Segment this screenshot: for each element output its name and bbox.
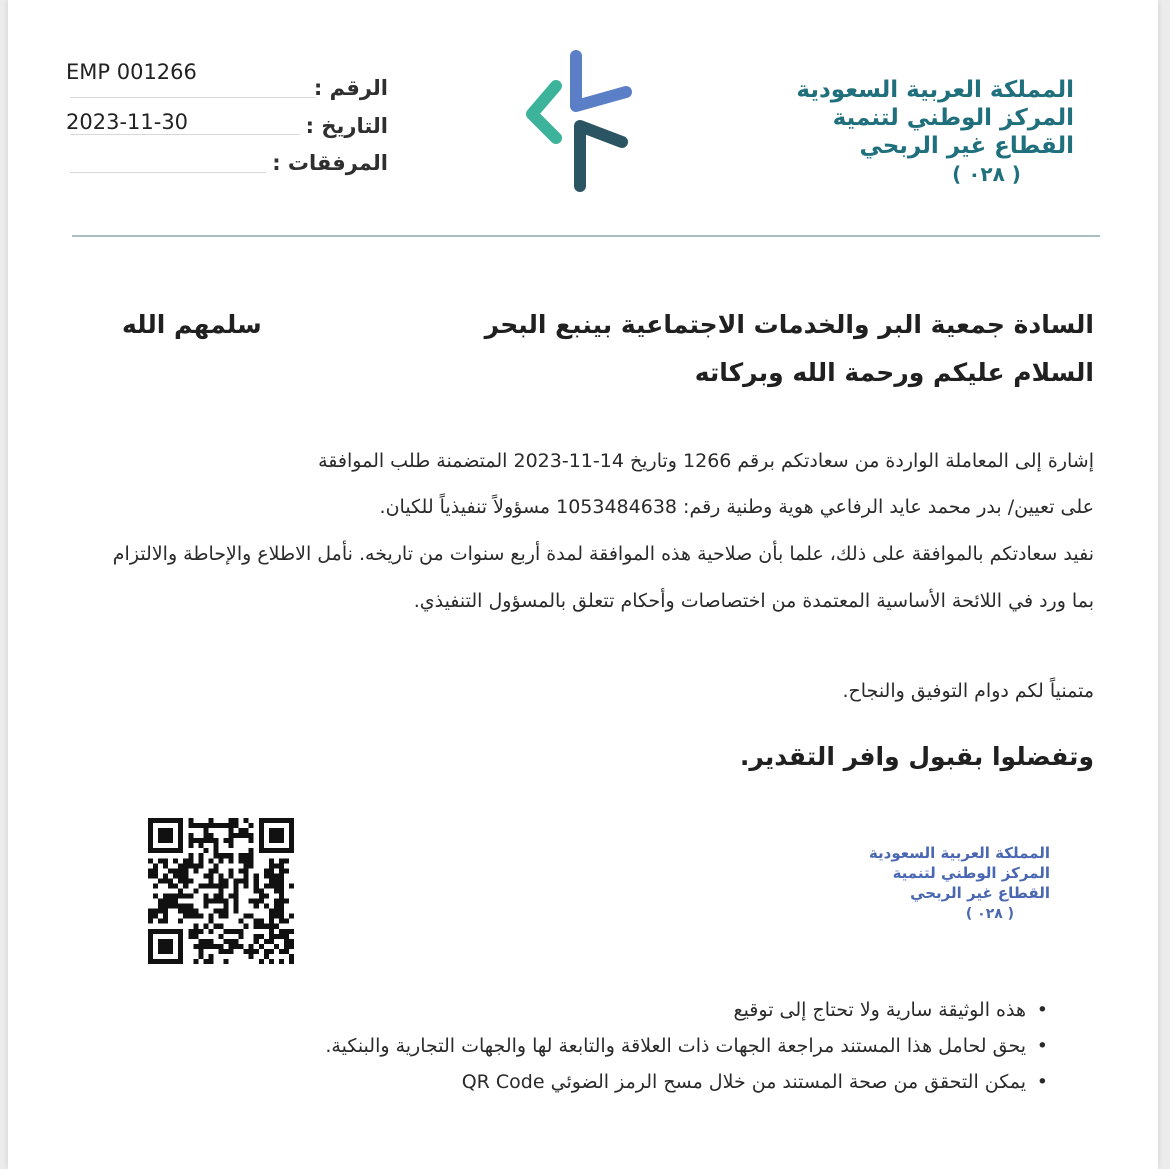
bullet-icon: • [1036, 1071, 1048, 1093]
reference-number-value: EMP 001266 [66, 60, 197, 84]
qr-code-icon [148, 818, 294, 964]
date-value: 2023-11-30 [66, 110, 189, 134]
stamp-line-sector: القطاع غير الربحي [910, 884, 1050, 902]
body-line-1: إشارة إلى المعاملة الواردة من سعادتكم برقم 1266 وتاريخ 14-11-2023 المتضمنة طلب الموافقة [318, 450, 1094, 472]
document-notes [325, 992, 1048, 1100]
org-code: ( ٠٢٨ ) [952, 162, 1021, 186]
note-text: يمكن التحقق من صحة المستند من خلال مسح الرمز الضوئي QR Code [461, 1071, 1026, 1093]
recipient-line: السادة جمعية البر والخدمات الاجتماعية بينبع البحر [484, 310, 1094, 339]
body-line-2: على تعيين/ بدر محمد عايد الرفاعي هوية وطنية رقم: 1053484638 مسؤولاً تنفيذياً للكيان. [379, 496, 1094, 518]
org-line-center: المركز الوطني لتنمية [832, 105, 1074, 131]
stamp-code: ( ٠٢٨ ) [965, 906, 1015, 922]
reference-number-underline [70, 97, 316, 98]
date-underline [70, 134, 300, 135]
bullet-icon: • [1036, 1035, 1048, 1057]
ncnp-logo-icon [526, 46, 636, 196]
note-item [325, 1064, 1048, 1100]
body-line-3: نفيد سعادتكم بالموافقة على ذلك، علما بأن صلاحية هذه الموافقة لمدة أربع سنوات من تاريخه. نأمل الاطلاع والإحاطة والالتزام [112, 543, 1094, 565]
blessing-text: سلمهم الله [122, 310, 262, 339]
header-divider [72, 235, 1100, 237]
stamp-line-center: المركز الوطني لتنمية [892, 864, 1050, 882]
attachments-underline [70, 172, 266, 173]
organization-header [754, 76, 1074, 188]
bullet-icon: • [1036, 999, 1048, 1021]
regards-line: وتفضلوا بقبول وافر التقدير. [739, 742, 1094, 771]
organization-stamp [850, 843, 1050, 925]
org-line-sector: القطاع غير الربحي [859, 133, 1074, 159]
attachments-label: المرفقات : [272, 151, 388, 175]
reference-number-label: الرقم : [313, 76, 388, 100]
note-text: هذه الوثيقة سارية ولا تحتاج إلى توقيع [733, 999, 1026, 1021]
letter-page [8, 0, 1158, 1169]
date-label: التاريخ : [305, 114, 388, 138]
body-line-4: بما ورد في اللائحة الأساسية المعتمدة من اختصاصات وأحكام تتعلق بالمسؤول التنفيذي. [413, 590, 1094, 612]
note-item [325, 992, 1048, 1028]
closing-wish: متمنياً لكم دوام التوفيق والنجاح. [842, 680, 1094, 702]
note-item [325, 1028, 1048, 1064]
stamp-line-kingdom: المملكة العربية السعودية [868, 844, 1050, 862]
note-text: يحق لحامل هذا المستند مراجعة الجهات ذات العلاقة والتابعة لها والجهات التجارية والبنكية. [325, 1035, 1026, 1057]
org-line-kingdom: المملكة العربية السعودية [796, 77, 1074, 103]
greeting-line: السلام عليكم ورحمة الله وبركاته [694, 358, 1094, 387]
